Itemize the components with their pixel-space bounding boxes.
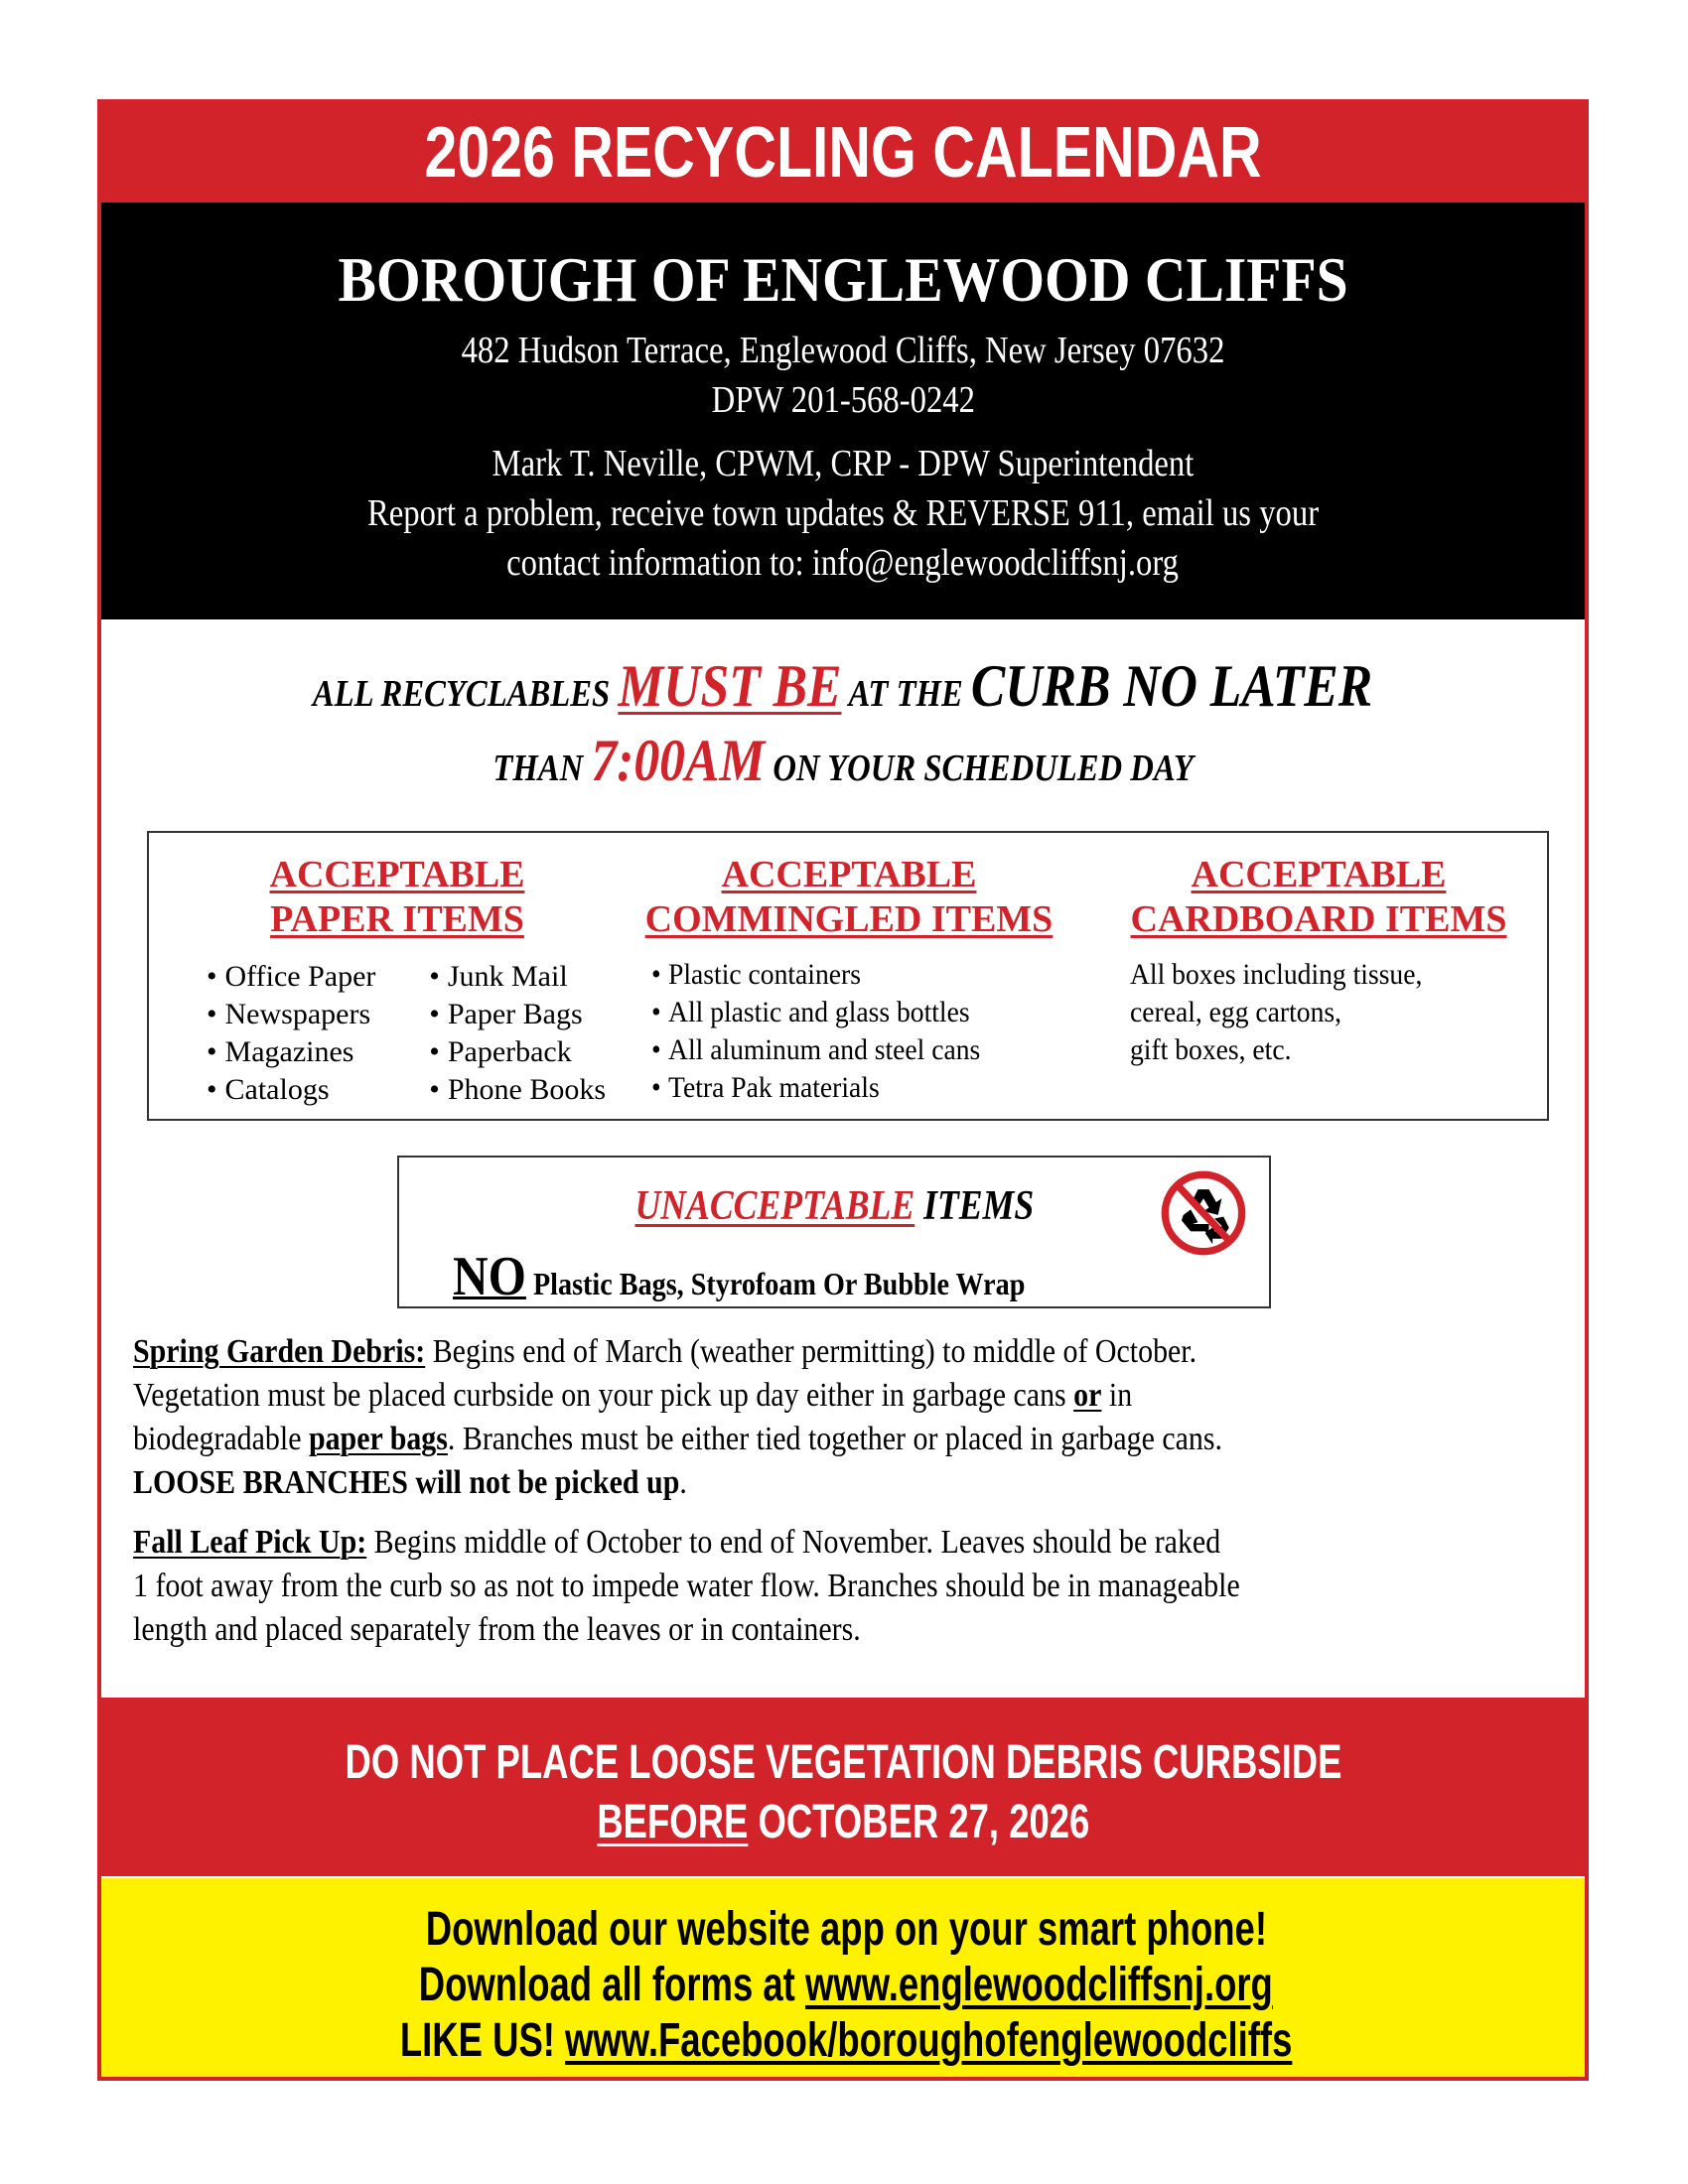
commingled-list — [616, 956, 1082, 1107]
text: Vegetation must be placed curbside on your pick up day either in garbage cans — [133, 1377, 1074, 1414]
title-bar — [101, 103, 1585, 203]
paper-heading — [189, 853, 606, 942]
app-promo: Download our website app on your smart phone! — [425, 1903, 1267, 1956]
curb-text: AT THE — [841, 673, 972, 715]
list-item: • Catalogs — [207, 1071, 429, 1109]
curb-no-later: CURB NO LATER — [971, 653, 1373, 719]
page-title: 2026 RECYCLING CALENDAR — [424, 113, 1262, 193]
items-word: ITEMS — [914, 1183, 1034, 1229]
text: Begins middle of October to end of November. Leaves should be raked — [366, 1524, 1221, 1561]
superintendent: Mark T. Neville, CPWM, CRP - DPW Superintendent — [492, 443, 1195, 484]
text: Begins end of March (weather permitting) to middle of October. — [425, 1333, 1197, 1370]
list-item: • Paper Bags — [429, 996, 606, 1033]
text: . — [679, 1464, 687, 1501]
text: biodegradable — [133, 1421, 309, 1457]
dpw-phone: DPW 201-568-0242 — [711, 379, 975, 421]
list-item: • Plastic containers — [651, 956, 1048, 994]
text: length and placed separately from the leaves or in containers. — [133, 1611, 861, 1648]
must-be-emphasis: MUST BE — [618, 653, 842, 719]
text: 1 foot away from the curb so as not to impede water flow. Branches should be in manageable — [133, 1568, 1240, 1604]
no-word: NO — [453, 1246, 526, 1307]
report-notice-line1: Report a problem, receive town updates & REVERSE 911, email us your — [366, 492, 1320, 534]
emphasis: paper bags — [308, 1421, 448, 1457]
list-item: • Office Paper — [207, 958, 429, 996]
vegetation-warning-banner — [101, 1698, 1585, 1876]
text-line: All boxes including tissue, — [1130, 958, 1423, 991]
cardboard-items-column — [1100, 853, 1537, 1069]
list-item: • Tetra Pak materials — [651, 1069, 1048, 1107]
text: . Branches must be either tied together or placed in garbage cans. — [447, 1421, 1223, 1457]
paper-items-column — [189, 853, 606, 1109]
acceptable-items-box — [147, 831, 1549, 1121]
list-item: • Paperback — [429, 1033, 606, 1071]
text-line: gift boxes, etc. — [1130, 1033, 1292, 1066]
list-item: • Junk Mail — [429, 958, 606, 996]
curb-text: ALL RECYCLABLES — [313, 673, 619, 715]
like-us-text: LIKE US! — [399, 2014, 565, 2067]
cardboard-description — [1100, 956, 1537, 1069]
heading-line: ACCEPTABLE — [1191, 854, 1447, 895]
warning-line1: DO NOT PLACE LOOSE VEGETATION DEBRIS CURBSIDE — [345, 1736, 1341, 1789]
list-item: • Phone Books — [429, 1071, 606, 1109]
list-item: • Newspapers — [207, 996, 429, 1033]
list-item: • Magazines — [207, 1033, 429, 1071]
unacceptable-items-box — [397, 1156, 1271, 1308]
forms-text: Download all forms at — [418, 1959, 806, 2011]
unacceptable-items-text: Plastic Bags, Styrofoam Or Bubble Wrap — [525, 1266, 1026, 1301]
curb-deadline-notice — [101, 647, 1585, 796]
cardboard-heading — [1100, 853, 1537, 942]
commingled-items-column — [616, 853, 1082, 1107]
list-item: • All aluminum and steel cans — [651, 1031, 1048, 1069]
before-word: BEFORE — [596, 1796, 748, 1848]
fall-label: Fall Leaf Pick Up: — [133, 1524, 367, 1561]
heading-line: CARDBOARD ITEMS — [1130, 898, 1507, 940]
recycling-flyer — [97, 99, 1589, 2081]
heading-line: COMMINGLED ITEMS — [644, 898, 1054, 940]
commingled-heading — [616, 853, 1082, 942]
text-line: cereal, egg cartons, — [1130, 996, 1342, 1028]
spring-label: Spring Garden Debris: — [133, 1333, 426, 1370]
spring-garden-debris — [133, 1330, 1563, 1505]
unacceptable-word: UNACCEPTABLE — [634, 1183, 914, 1229]
curb-text: ON YOUR SCHEDULED DAY — [765, 748, 1194, 789]
org-address: 482 Hudson Terrace, Englewood Cliffs, New Jersey 07632 — [461, 330, 1225, 371]
heading-line: ACCEPTABLE — [269, 854, 525, 895]
heading-line: ACCEPTABLE — [721, 854, 977, 895]
curb-text: THAN — [492, 748, 592, 789]
debris-info — [133, 1330, 1563, 1668]
warning-date: OCTOBER 27, 2026 — [747, 1796, 1090, 1848]
facebook-link[interactable]: www.Facebook/boroughofenglewoodcliffs — [564, 2014, 1293, 2067]
deadline-time: 7:00AM — [591, 728, 766, 793]
website-link[interactable]: www.englewoodcliffsnj.org — [805, 1959, 1274, 2011]
emphasis: or — [1073, 1377, 1102, 1414]
app-and-social-banner — [101, 1878, 1585, 2077]
org-name: BOROUGH OF ENGLEWOOD CLIFFS — [338, 244, 1348, 315]
unacceptable-title — [399, 1181, 1269, 1231]
list-item: • All plastic and glass bottles — [651, 994, 1048, 1031]
text: in — [1101, 1377, 1133, 1414]
report-notice-line2: contact information to: info@englewoodcliffsnj.org — [506, 542, 1180, 584]
loose-branches-warning: LOOSE BRANCHES will not be picked up — [133, 1464, 680, 1501]
paper-list-1 — [207, 958, 429, 1109]
fall-leaf-pickup — [133, 1521, 1563, 1652]
paper-list-2 — [429, 958, 606, 1109]
contact-panel — [101, 203, 1585, 619]
unacceptable-list — [453, 1245, 1103, 1308]
heading-line: PAPER ITEMS — [270, 898, 524, 940]
no-recycling-icon — [1158, 1167, 1249, 1259]
